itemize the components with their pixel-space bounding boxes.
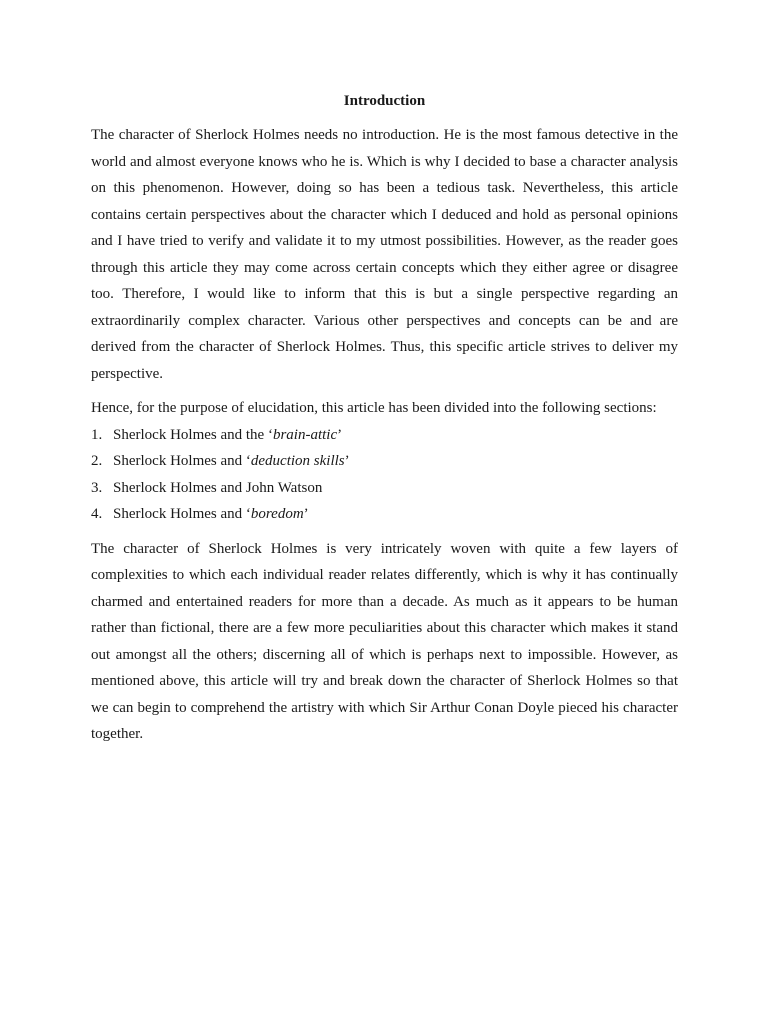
list-item: [91, 475, 678, 502]
list-number: 1.: [91, 426, 103, 443]
list-text: Sherlock Holmes and ‘boredom’: [113, 506, 309, 522]
list-item: [91, 501, 678, 528]
list-text: Sherlock Holmes and John Watson: [113, 479, 323, 496]
list-text: Sherlock Holmes and the ‘brain-attic’: [113, 426, 343, 443]
closing-paragraph: The character of Sherlock Holmes is very intricately woven with quite a few layers of complexities to which each individual reader relates differently, which is why it has continually charmed and entertained readers for more than a decade. As much as it appears to be human rather than fictional, there are a few more peculiarities about this character which makes it stand out amongst all the others; discerning all of which is perhaps next to impossible. However, as mentioned above, this article will try and break down the character of Sherlock Holmes so that we can begin to comprehend the artistry with which Sir Arthur Conan Doyle pieced his character together.: [91, 540, 678, 742]
page-title: Introduction: [343, 93, 426, 109]
list-item: [91, 448, 678, 475]
list-text: Sherlock Holmes and ‘deduction skills’: [113, 453, 350, 469]
list-number: 2.: [91, 453, 103, 469]
document-body: [91, 90, 678, 756]
sections-list: [91, 422, 678, 528]
sections-intro: Hence, for the purpose of elucidation, this article has been divided into the following sections:: [91, 400, 657, 416]
list-number: 3.: [91, 479, 103, 496]
list-item: [91, 422, 678, 449]
intro-paragraph: The character of Sherlock Holmes needs no introduction. He is the most famous detective in the world and almost everyone knows who he is. Which is why I decided to base a character analysis on this phenomenon. However, doing so has been a tedious task. Nevertheless, this article contains certain perspectives about the character which I deduced and hold as personal opinions and I have tried to verify and validate it to my utmost possibilities. However, as the reader goes through this article they may come across certain concepts which they either agree or disagree too. Therefore, I would like to inform that this is but a single perspective regarding an extraordinarily complex character. Various other perspectives and concepts can be and are derived from the character of Sherlock Holmes. Thus, this specific article strives to deliver my perspective.: [91, 127, 678, 382]
list-number: 4.: [91, 506, 103, 522]
